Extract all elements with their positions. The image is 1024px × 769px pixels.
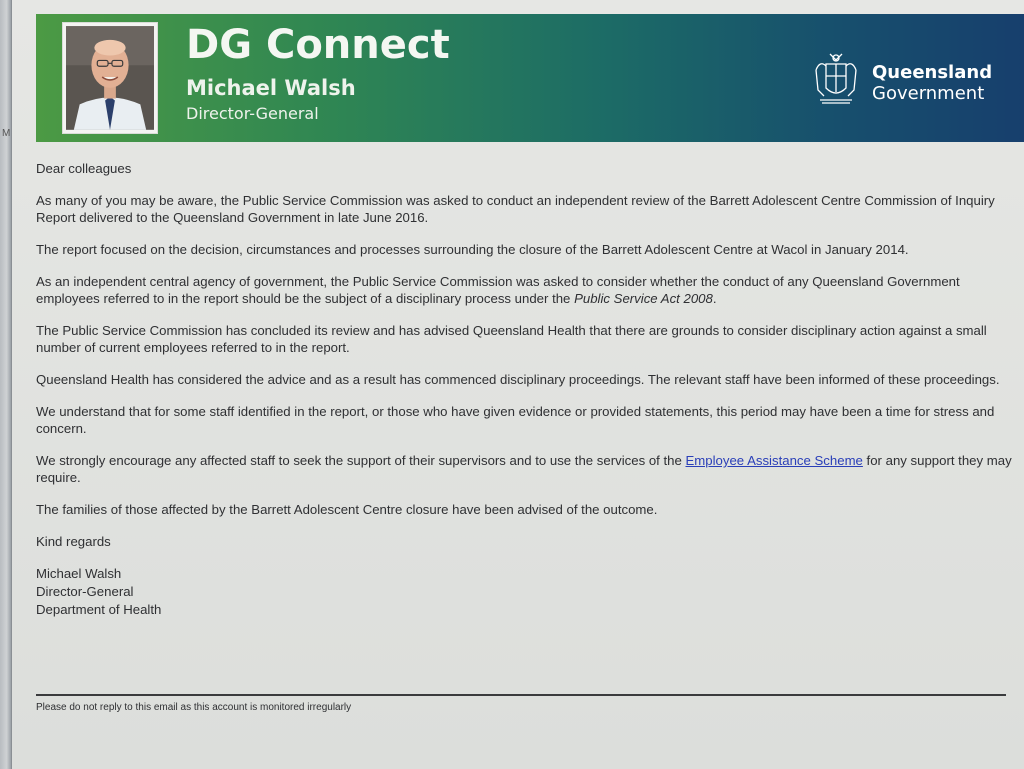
closing: Kind regards bbox=[36, 534, 111, 549]
banner-role: Director-General bbox=[186, 104, 319, 123]
paragraph-5: Queensland Health has considered the advice and as a result has commenced disciplinary proceedings. The relevant staff have been informed of these proceedings. bbox=[36, 372, 1000, 387]
banner-title: DG Connect bbox=[186, 22, 450, 68]
signature-name: Michael Walsh bbox=[36, 566, 122, 581]
paragraph-6: We understand that for some staff identified in the report, or those who have given evidence or provided statements, this period may have been a time for stress and concern. bbox=[36, 404, 995, 436]
paragraph-1: As many of you may be aware, the Public Service Commission was asked to conduct an independent review of the Barrett Adolescent Centre Commission of Inquiry Report delivered to the Queensland Government in late June 2016. bbox=[36, 193, 995, 225]
signature-block bbox=[36, 565, 1016, 619]
footer-note: Please do not reply to this email as this account is monitored irregularly bbox=[36, 702, 352, 713]
paragraph-2: The report focused on the decision, circumstances and processes surrounding the closure of the Barrett Adolescent Centre at Wacol in January 2014. bbox=[36, 242, 909, 257]
footer-divider bbox=[36, 694, 1006, 696]
greeting: Dear colleagues bbox=[36, 161, 132, 176]
queensland-crest-icon bbox=[812, 50, 860, 106]
message-text bbox=[36, 160, 1016, 619]
paragraph-3 bbox=[36, 273, 1016, 307]
window-edge-mark: M bbox=[2, 128, 11, 139]
window-edge bbox=[0, 0, 12, 769]
paragraph-3-text: As an independent central agency of government, the Public Service Commission was asked to consider whether the conduct of any Queensland Government employees referred to in the report should be the subject of a disciplinary process under the bbox=[36, 274, 960, 306]
government-label: Government bbox=[872, 83, 985, 104]
signature-title: Director-General bbox=[36, 584, 134, 599]
paragraph-7 bbox=[36, 452, 1016, 486]
director-photo bbox=[62, 22, 158, 134]
paragraph-3-end: . bbox=[712, 291, 717, 306]
employee-assistance-link[interactable]: Employee Assistance Scheme bbox=[685, 453, 863, 468]
signature-department: Department of Health bbox=[36, 602, 162, 617]
paragraph-7-end: for any support they may require. bbox=[36, 453, 1012, 485]
portrait-image bbox=[66, 26, 154, 130]
email-body bbox=[22, 0, 1024, 769]
paragraph-7-text: We strongly encourage any affected staff to seek the support of their supervisors and to use the services of the bbox=[36, 453, 686, 468]
act-title: Public Service Act 2008 bbox=[574, 291, 713, 306]
paragraph-4: The Public Service Commission has concluded its review and has advised Queensland Health that there are grounds to consider disciplinary action against a small number of current employees referred to in the report. bbox=[36, 323, 987, 355]
banner-name: Michael Walsh bbox=[186, 76, 356, 100]
queensland-label: Queensland bbox=[872, 62, 993, 83]
dg-connect-banner bbox=[36, 14, 1024, 142]
paragraph-8: The families of those affected by the Barrett Adolescent Centre closure have been advised of the outcome. bbox=[36, 502, 658, 517]
